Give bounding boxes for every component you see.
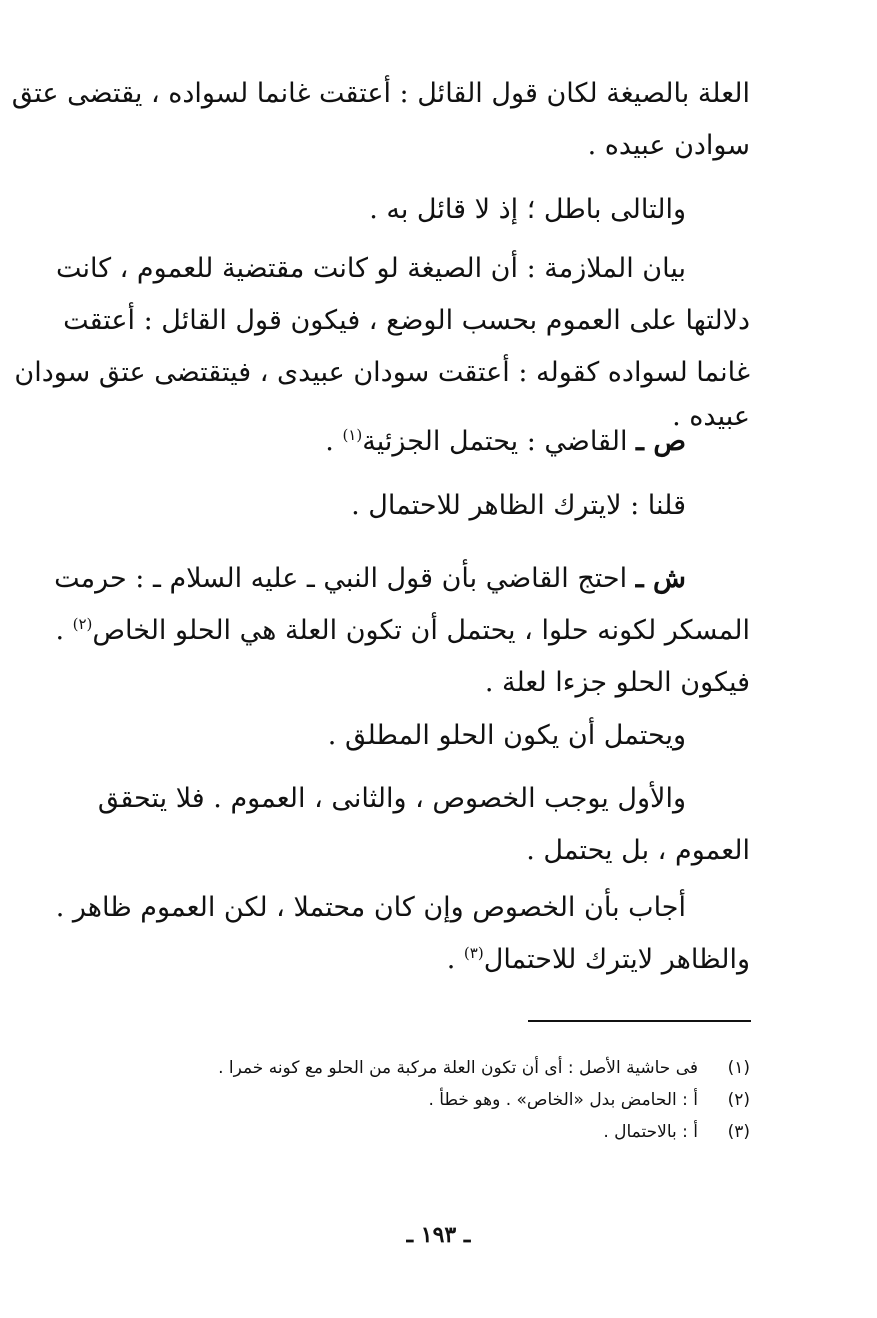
paragraph-4 bbox=[86, 416, 750, 468]
paragraph-text: القاضي : يحتمل الجزئية bbox=[362, 426, 628, 457]
footnote-text: أ : الحامض بدل «الخاص» . وهو خطأ . bbox=[428, 1090, 698, 1110]
text-line: سوادن عبيده . bbox=[587, 130, 750, 161]
paragraph-text: المسكر لكونه حلوا ، يحتمل أن تكون العلة هي الحلو الخاص bbox=[92, 615, 750, 646]
footnote-marker: (١) bbox=[342, 426, 363, 444]
footnote-text: فى حاشية الأصل : أى أن تكون العلة مركبة من الحلو مع كونه خمرا . bbox=[218, 1058, 698, 1078]
footnotes bbox=[86, 1052, 750, 1148]
paragraph-text: والظاهر لايترك للاحتمال bbox=[483, 944, 750, 975]
paragraph-3 bbox=[14, 243, 750, 435]
text-line: فيكون الحلو جزءا لعلة . bbox=[484, 667, 750, 698]
text-line bbox=[55, 605, 750, 657]
text-line: والأول يوجب الخصوص ، والثانى ، العموم . فلا يتحقق bbox=[97, 783, 686, 814]
paragraph-9 bbox=[55, 882, 750, 986]
footnote-item bbox=[86, 1116, 750, 1148]
text-line: العلة بالصيغة لكان قول القائل : أعتقت غانما لسواده ، يقتضى عتق bbox=[11, 78, 750, 109]
footnote-marker: (٣) bbox=[463, 944, 484, 962]
text-line: أجاب بأن الخصوص وإن كان محتملا ، لكن العموم ظاهر . bbox=[55, 892, 686, 923]
text-line: عبيده . bbox=[672, 401, 750, 432]
footnote-marker: (٢) bbox=[72, 615, 93, 633]
paragraph-text: . bbox=[446, 944, 464, 975]
paragraph-text: . bbox=[325, 426, 343, 457]
text-line: والتالى باطل ؛ إذ لا قائل به . bbox=[369, 194, 686, 225]
footnote-item bbox=[86, 1052, 750, 1084]
footnote-item bbox=[86, 1084, 750, 1116]
page-number: ـ ١٩٣ ـ bbox=[406, 1222, 471, 1248]
section-label: ص ـ bbox=[636, 426, 686, 457]
section-label: ش ـ bbox=[635, 563, 686, 594]
paragraph-7 bbox=[86, 710, 750, 762]
text-line: غانما لسواده كقوله : أعتقت سودان عبيدى ، فيتقتضى عتق سودان bbox=[14, 357, 750, 388]
paragraph-6 bbox=[54, 553, 750, 709]
footnote-number: (٢) bbox=[727, 1090, 750, 1110]
text-line bbox=[54, 553, 750, 605]
paragraph-text: احتج القاضي بأن قول النبي ـ عليه السلام ـ : حرمت bbox=[54, 563, 628, 594]
footnote-text: أ : بالاحتمال . bbox=[603, 1122, 698, 1142]
footnote-number: (٣) bbox=[727, 1122, 750, 1142]
text-line: دلالتها على العموم بحسب الوضع ، فيكون قول القائل : أعتقت bbox=[63, 305, 750, 336]
paragraph-1 bbox=[11, 68, 750, 172]
paragraph-2 bbox=[86, 184, 750, 236]
text-line: ويحتمل أن يكون الحلو المطلق . bbox=[327, 720, 686, 751]
paragraph-5 bbox=[86, 480, 750, 532]
text-line bbox=[86, 416, 686, 468]
text-line: بيان الملازمة : أن الصيغة لو كانت مقتضية للعموم ، كانت bbox=[55, 253, 686, 284]
paragraph-text: . bbox=[55, 615, 73, 646]
footnote-separator bbox=[528, 1020, 751, 1022]
text-line bbox=[86, 934, 750, 986]
text-line: قلنا : لايترك الظاهر للاحتمال . bbox=[351, 490, 686, 521]
footnote-number: (١) bbox=[727, 1058, 750, 1078]
text-line: العموم ، بل يحتمل . bbox=[526, 835, 750, 866]
paragraph-8 bbox=[86, 773, 750, 877]
